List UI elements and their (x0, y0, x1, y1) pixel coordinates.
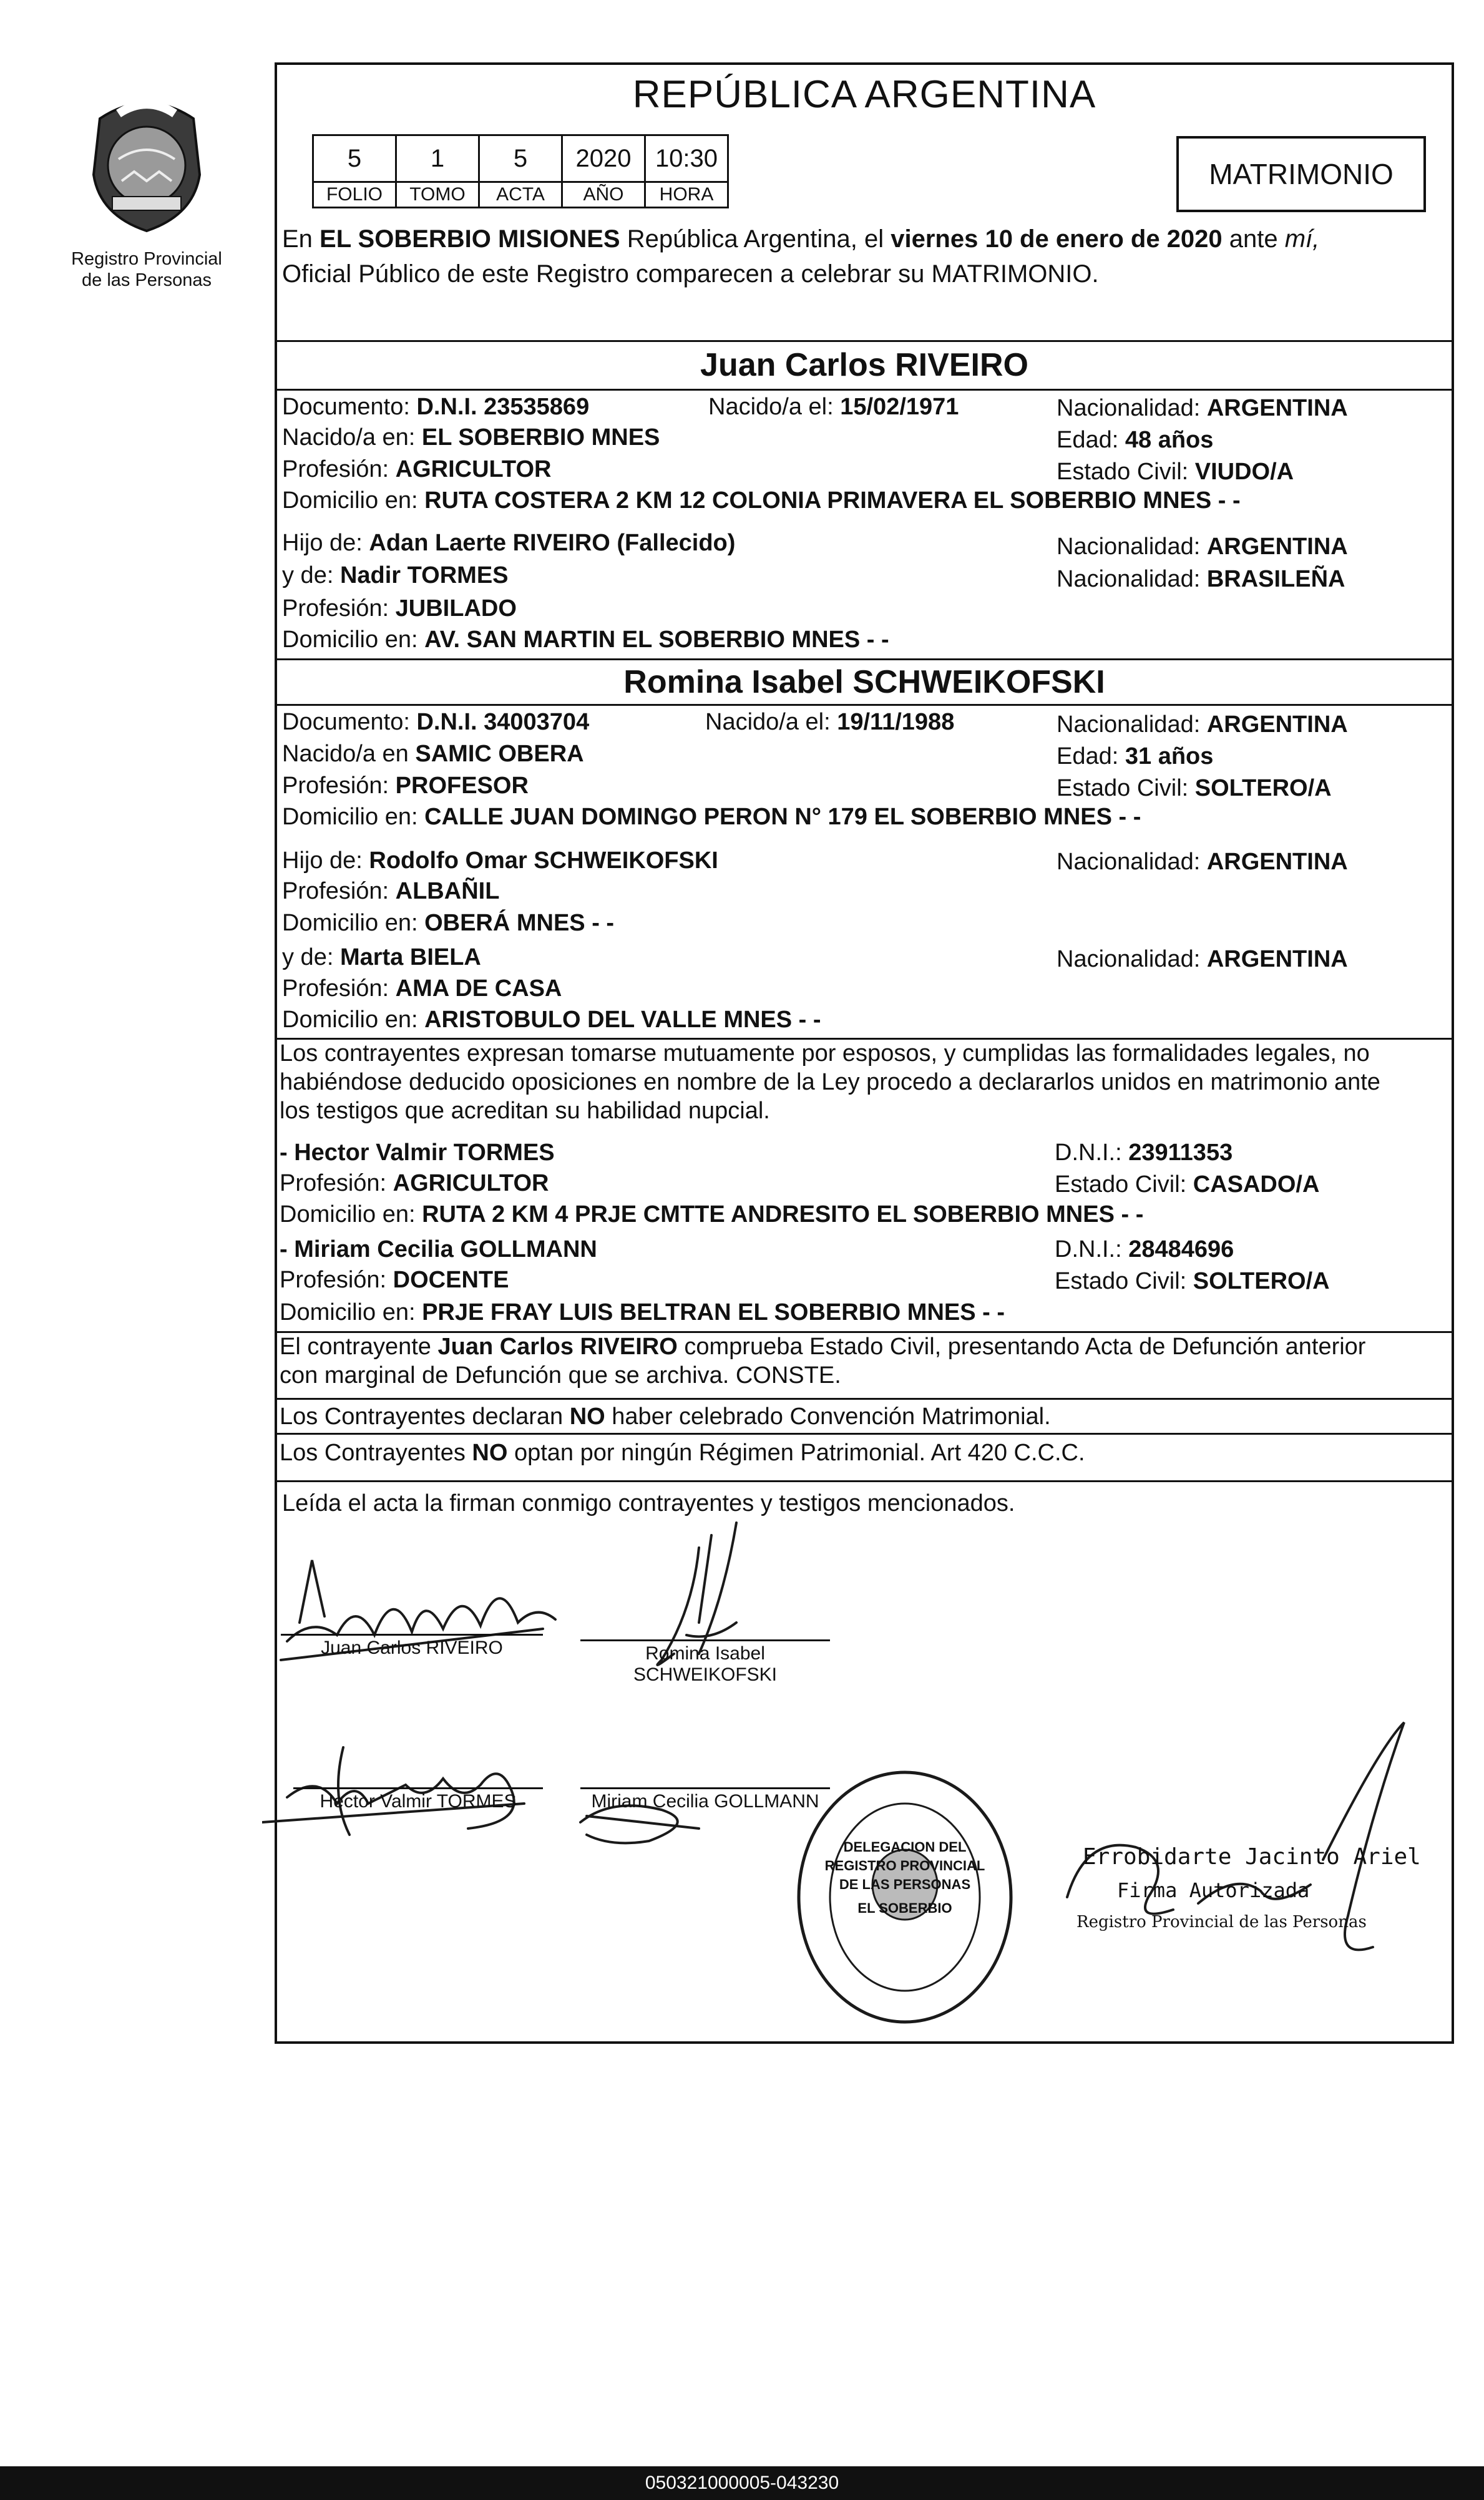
bride-father-address: Domicilio en: OBERÁ MNES - - (282, 910, 615, 936)
seal-outer-text: DELEGACION DEL REGISTRO PROVINCIAL DE LAS PERSONAS (824, 1839, 985, 1892)
witness2-civil-status: Estado Civil: SOLTERO/A (1055, 1268, 1330, 1294)
intro-text: ante (1222, 225, 1285, 253)
intro-line2: Oficial Público de este Registro comparecen a celebrar su MATRIMONIO. (282, 260, 1099, 288)
registry-reference-table (312, 134, 729, 208)
groom-civil-status: Estado Civil: VIUDO/A (1057, 459, 1294, 485)
groom-father-nationality: Nacionalidad: ARGENTINA (1057, 534, 1348, 560)
groom-profession: Profesión: AGRICULTOR (282, 456, 552, 482)
declaration-line: habiéndose deducido oposiciones en nombre de la Ley procedo a declararlos unidos en matrimonio ante (280, 1069, 1380, 1095)
intro-text: República Argentina, el (620, 225, 891, 253)
bride-name: Romina Isabel SCHWEIKOFSKI (623, 664, 1105, 700)
province-shield-icon (75, 81, 218, 237)
bride-document: Documento: D.N.I. 34003704 (282, 709, 590, 735)
hora-value: 10:30 (645, 135, 728, 182)
registry-caption-line2: de las Personas (82, 270, 212, 290)
bride-signature-caption (580, 1643, 830, 1686)
divider (275, 340, 1454, 342)
groom-document: Documento: D.N.I. 23535869 (282, 394, 590, 420)
witness2-signature-caption: Miriam Cecilia GOLLMANN (591, 1791, 819, 1812)
groom-birthplace: Nacido/a en: EL SOBERBIO MNES (282, 424, 660, 451)
folio-label: FOLIO (313, 182, 396, 208)
witness1-profession: Profesión: AGRICULTOR (280, 1170, 549, 1196)
groom-mother: y de: Nadir TORMES (282, 562, 509, 588)
divider (275, 704, 1454, 706)
bride-father-nationality: Nacionalidad: ARGENTINA (1057, 849, 1348, 875)
groom-name: Juan Carlos RIVEIRO (700, 347, 1028, 383)
divider (275, 658, 1454, 660)
civil-status-note: El contrayente Juan Carlos RIVEIRO comprueba Estado Civil, presentando Acta de Defunción anterior con marginal de Defunción que se archiva. CONSTE. (280, 1332, 1453, 1390)
act-type-box: MATRIMONIO (1176, 136, 1426, 212)
witness1-signature-caption: Hector Valmir TORMES (320, 1791, 517, 1812)
divider (275, 1398, 1454, 1400)
intro-date: viernes 10 de enero de 2020 (891, 225, 1223, 253)
bride-address: Domicilio en: CALLE JUAN DOMINGO PERON N° 179 EL SOBERBIO MNES - - (282, 804, 1141, 830)
witness1-name: - Hector Valmir TORMES (280, 1140, 555, 1166)
groom-parents-profession: Profesión: JUBILADO (282, 595, 517, 622)
intro-paragraph (282, 222, 1449, 291)
intro-text: mí, (1284, 225, 1320, 253)
bride-mother-nationality: Nacionalidad: ARGENTINA (1057, 946, 1348, 972)
declaration-line: Los contrayentes expresan tomarse mutuamente por esposos, y cumplidas las formalidades legales, no (280, 1040, 1370, 1067)
divider (275, 389, 1454, 391)
bride-father-profession: Profesión: ALBAÑIL (282, 878, 500, 904)
witness2-profession: Profesión: DOCENTE (280, 1267, 509, 1293)
acta-label: ACTA (479, 182, 562, 208)
witness1-signature-line (293, 1787, 543, 1789)
bride-civil-status: Estado Civil: SOLTERO/A (1057, 775, 1332, 801)
hora-label: HORA (645, 182, 728, 208)
intro-text: En (282, 225, 320, 253)
intro-place: EL SOBERBIO MISIONES (320, 225, 620, 253)
bride-father: Hijo de: Rodolfo Omar SCHWEIKOFSKI (282, 847, 718, 874)
bride-mother-address: Domicilio en: ARISTOBULO DEL VALLE MNES - - (282, 1007, 821, 1033)
bride-signature-line (580, 1639, 830, 1641)
regime-line: Los Contrayentes NO optan por ningún Régimen Patrimonial. Art 420 C.C.C. (280, 1440, 1085, 1466)
bride-mother-profession: Profesión: AMA DE CASA (282, 975, 562, 1002)
official-name: Errobidarte Jacinto Ariel (1083, 1844, 1421, 1870)
witness2-address: Domicilio en: PRJE FRAY LUIS BELTRAN EL SOBERBIO MNES - - (280, 1299, 1005, 1326)
groom-parents-address: Domicilio en: AV. SAN MARTIN EL SOBERBIO MNES - - (282, 627, 889, 653)
declaration-paragraph (280, 1039, 1453, 1125)
seal-text (824, 1838, 986, 1918)
anio-label: AÑO (562, 182, 645, 208)
document-code: 050321000005-043230 (0, 2466, 1484, 2500)
groom-birthdate: Nacido/a el: 15/02/1971 (708, 394, 959, 420)
bride-caption-line1: Romina Isabel (645, 1643, 765, 1664)
divider (275, 1433, 1454, 1435)
bride-mother: y de: Marta BIELA (282, 944, 481, 970)
registry-logo (56, 81, 237, 312)
declaration-line: los testigos que acreditan su habilidad nupcial. (280, 1098, 770, 1124)
document-title: REPÚBLICA ARGENTINA (632, 73, 1096, 116)
witness1-address: Domicilio en: RUTA 2 KM 4 PRJE CMTTE ANDRESITO EL SOBERBIO MNES - - (280, 1201, 1144, 1228)
acta-value: 5 (479, 135, 562, 182)
witness1-civil-status: Estado Civil: CASADO/A (1055, 1171, 1320, 1198)
bride-birthdate: Nacido/a el: 19/11/1988 (705, 709, 955, 735)
groom-signature-line (281, 1634, 543, 1636)
seal-inner-text: EL SOBERBIO (857, 1900, 952, 1916)
witness1-dni: D.N.I.: 23911353 (1055, 1140, 1233, 1166)
bride-nationality: Nacionalidad: ARGENTINA (1057, 711, 1348, 738)
bride-birthplace: Nacido/a en SAMIC OBERA (282, 741, 584, 767)
official-role: Firma Autorizada (1117, 1878, 1310, 1902)
groom-father: Hijo de: Adan Laerte RIVEIRO (Fallecido) (282, 530, 736, 556)
groom-address: Domicilio en: RUTA COSTERA 2 KM 12 COLONIA PRIMAVERA EL SOBERBIO MNES - - (282, 487, 1241, 514)
groom-mother-nationality: Nacionalidad: BRASILEÑA (1057, 566, 1345, 592)
official-organization: Registro Provincial de las Personas (1076, 1913, 1367, 1931)
witness2-signature-line (580, 1787, 830, 1789)
anio-value: 2020 (562, 135, 645, 182)
closing-statement: Leída el acta la firman conmigo contrayentes y testigos mencionados. (282, 1490, 1015, 1516)
note-line2: con marginal de Defunción que se archiva. CONSTE. (280, 1362, 841, 1389)
signatures-drawing (262, 1510, 1448, 2047)
divider (275, 1480, 1454, 1482)
folio-value: 5 (313, 135, 396, 182)
witness2-name: - Miriam Cecilia GOLLMANN (280, 1236, 597, 1262)
witness2-dni: D.N.I.: 28484696 (1055, 1236, 1234, 1262)
bride-caption-line2: SCHWEIKOFSKI (633, 1664, 778, 1685)
bride-age: Edad: 31 años (1057, 743, 1214, 769)
groom-age: Edad: 48 años (1057, 427, 1214, 453)
registry-caption (56, 248, 237, 291)
registry-caption-line1: Registro Provincial (71, 249, 222, 269)
bride-profession: Profesión: PROFESOR (282, 773, 529, 799)
groom-signature-caption: Juan Carlos RIVEIRO (321, 1638, 503, 1658)
tomo-value: 1 (396, 135, 479, 182)
tomo-label: TOMO (396, 182, 479, 208)
groom-nationality: Nacionalidad: ARGENTINA (1057, 395, 1348, 421)
convention-line: Los Contrayentes declaran NO haber celebrado Convención Matrimonial. (280, 1404, 1051, 1430)
